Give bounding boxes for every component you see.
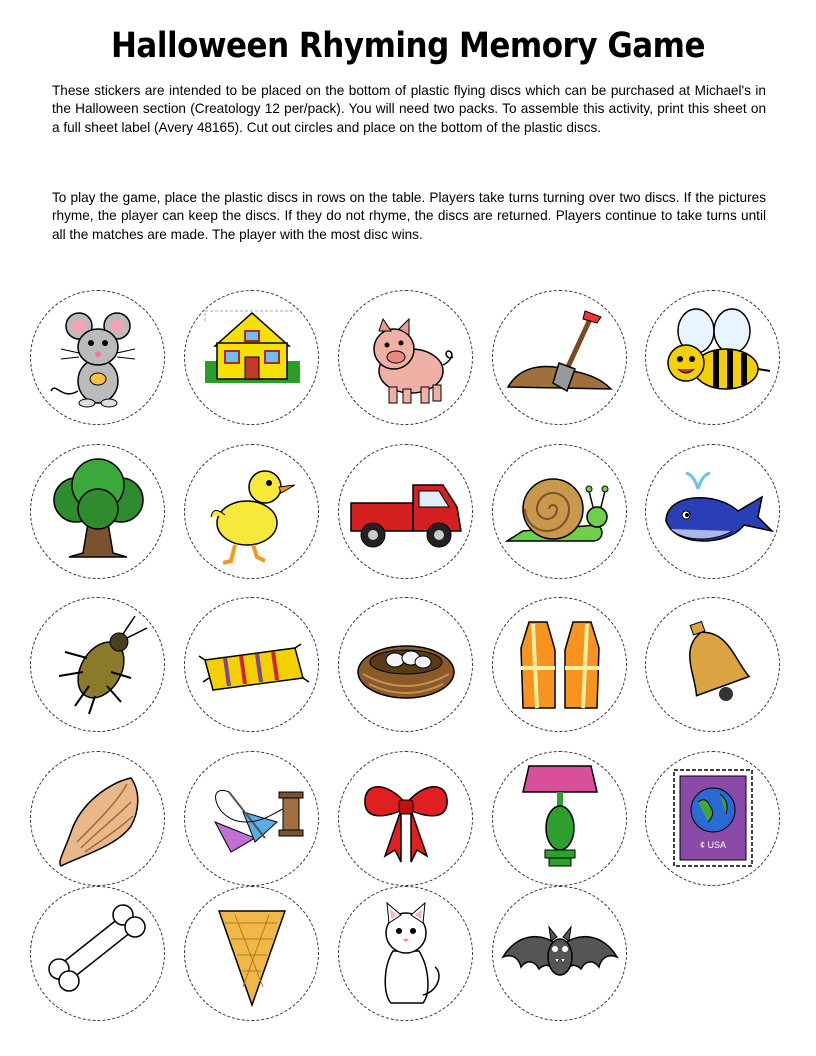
sticker-disc [184, 751, 319, 886]
pig-icon [339, 291, 474, 426]
sticker-disc [184, 444, 319, 579]
instructions-play: To play the game, place the plastic discs in rows on the table. Players take turns turning over two discs. If the pictures rhyme, the player can keep the discs. If they do not rhyme, the discs are returned. Players continue to take turns until all the matches are made. The player with the most disc wins. [52, 190, 766, 242]
bat-icon [493, 887, 628, 1022]
duck-icon [185, 445, 320, 580]
house-icon [185, 291, 320, 426]
sticker-disc [338, 597, 473, 732]
mouse-icon [31, 291, 166, 426]
stamp-text: ¢ USA [699, 840, 727, 850]
rug-icon [185, 598, 320, 733]
sticker-disc [30, 290, 165, 425]
bow-icon [339, 752, 474, 887]
bell-icon [646, 598, 781, 733]
sewing-icon [185, 752, 320, 887]
cat-icon [339, 887, 474, 1022]
sticker-disc [338, 751, 473, 886]
sticker-disc [30, 597, 165, 732]
tree-icon [31, 445, 166, 580]
lamp-icon [493, 752, 628, 887]
sticker-disc [30, 444, 165, 579]
sticker-disc [338, 444, 473, 579]
snail-icon [493, 445, 628, 580]
sticker-disc [184, 290, 319, 425]
instructions-assembly: These stickers are intended to be placed on the bottom of plastic flying discs which can be purchased at Michael's in the Halloween section (Creatology 12 per/pack). You will need two packs. To assemble this activity, print this sheet on a full sheet label (Avery 48165). Cut out circles and place on the bottom of the plastic discs. [52, 83, 766, 135]
sticker-disc [338, 886, 473, 1021]
sticker-disc [30, 751, 165, 886]
sticker-disc [645, 597, 780, 732]
stamp-icon [646, 752, 781, 887]
sticker-disc [645, 290, 780, 425]
bee-icon [646, 291, 781, 426]
vest-icon [493, 598, 628, 733]
sticker-disc [645, 751, 780, 886]
shell-icon [31, 752, 166, 887]
page-title: Halloween Rhyming Memory Game [110, 25, 706, 67]
sticker-disc [30, 886, 165, 1021]
sticker-disc [492, 290, 627, 425]
bug-icon [31, 598, 166, 733]
sticker-disc [492, 886, 627, 1021]
truck-icon [339, 445, 474, 580]
sticker-disc [184, 886, 319, 1021]
sticker-disc [492, 597, 627, 732]
shovel-dirt-icon [493, 291, 628, 426]
sticker-disc [645, 444, 780, 579]
whale-icon [646, 445, 781, 580]
sticker-disc [184, 597, 319, 732]
nest-icon [339, 598, 474, 733]
cone-icon [185, 887, 320, 1022]
sticker-disc [492, 751, 627, 886]
sticker-disc [338, 290, 473, 425]
sticker-disc [492, 444, 627, 579]
bone-icon [31, 887, 166, 1022]
